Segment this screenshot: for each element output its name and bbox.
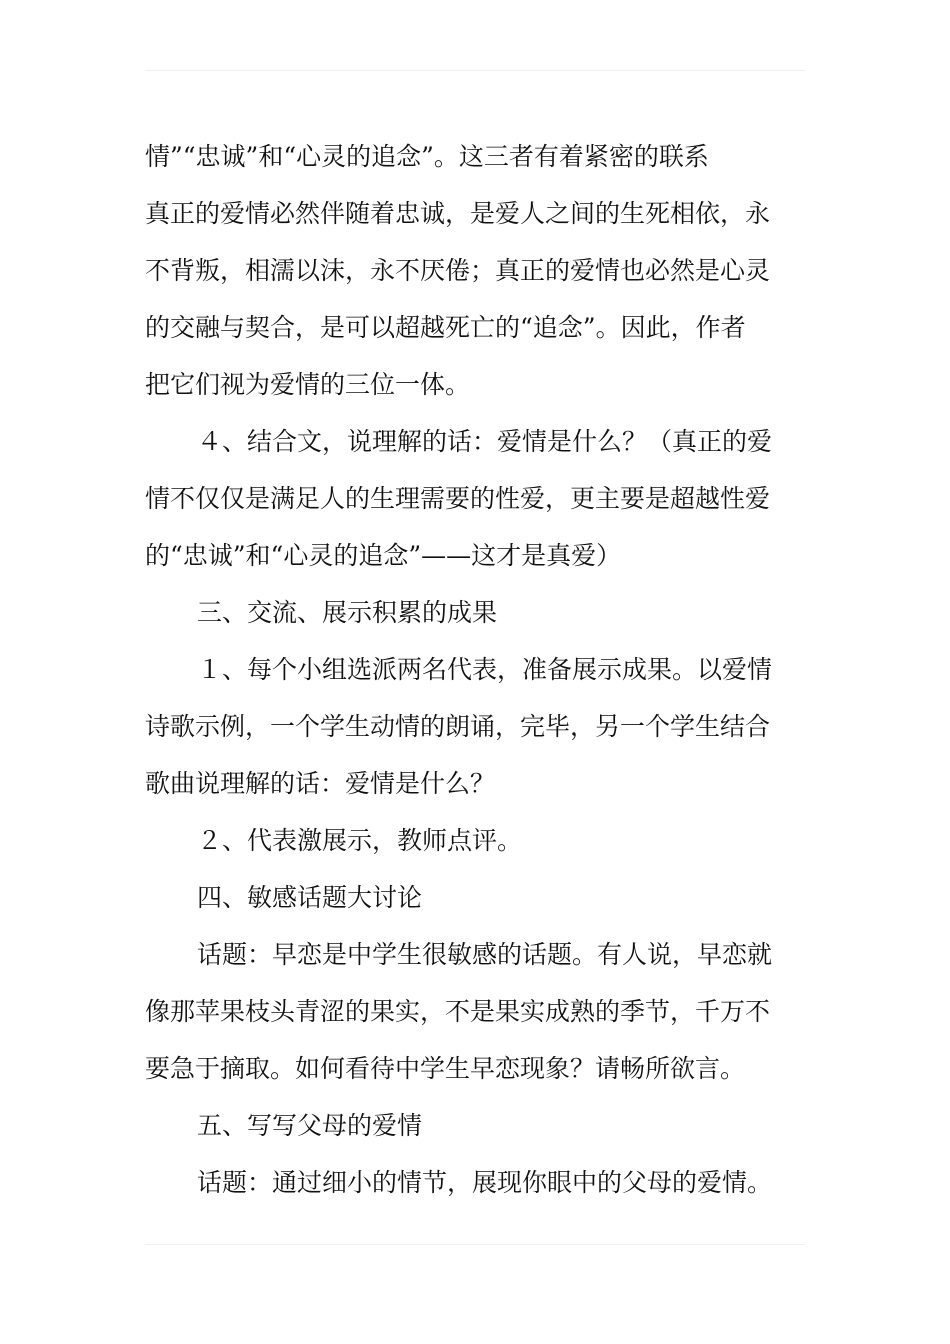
section-heading-3: 三、交流、展示积累的成果: [197, 598, 498, 627]
text-line-12: 歌曲说理解的话：爱情是什么？: [145, 769, 496, 798]
footer-rule: [145, 1244, 805, 1245]
text-line-6: ４、结合文，说理解的话：爱情是什么？（真正的爱: [197, 427, 773, 456]
section-heading-4: 四、敏感话题大讨论: [197, 883, 423, 912]
text-line-17: 要急于摘取。如何看待中学生早恋现象？请畅所欲言。: [145, 1054, 746, 1083]
text-line-3: 不背叛，相濡以沫，永不厌倦；真正的爱情也必然是心灵: [145, 256, 771, 285]
text-line-1: 情”“忠诚”和“心灵的追念”。这三者有着紧密的联系: [145, 142, 709, 171]
text-line-16: 像那苹果枝头青涩的果实，不是果实成熟的季节，千万不: [145, 997, 771, 1026]
text-line-8: 的“忠诚”和“心灵的追念”——这才是真爱）: [145, 541, 622, 570]
text-line-4: 的交融与契合，是可以超越死亡的“追念”。因此，作者: [145, 313, 746, 342]
text-line-13: ２、代表激展示，教师点评。: [197, 826, 523, 855]
text-line-2: 真正的爱情必然伴随着忠诚，是爱人之间的生死相依，永: [145, 199, 771, 228]
text-line-11: 诗歌示例，一个学生动情的朗诵，完毕，另一个学生结合: [145, 712, 771, 741]
header-rule: [145, 70, 805, 71]
text-line-5: 把它们视为爱情的三位一体。: [145, 370, 471, 399]
text-line-10: １、每个小组选派两名代表，准备展示成果。以爱情: [197, 655, 773, 684]
section-heading-5: 五、写写父母的爱情: [197, 1111, 423, 1140]
text-line-7: 情不仅仅是满足人的生理需要的性爱，更主要是超越性爱: [145, 484, 771, 513]
text-line-15: 话题：早恋是中学生很敏感的话题。有人说，早恋就: [197, 940, 773, 969]
text-line-19: 话题：通过细小的情节，展现你眼中的父母的爱情。: [197, 1168, 773, 1197]
document-body: [145, 128, 805, 1211]
